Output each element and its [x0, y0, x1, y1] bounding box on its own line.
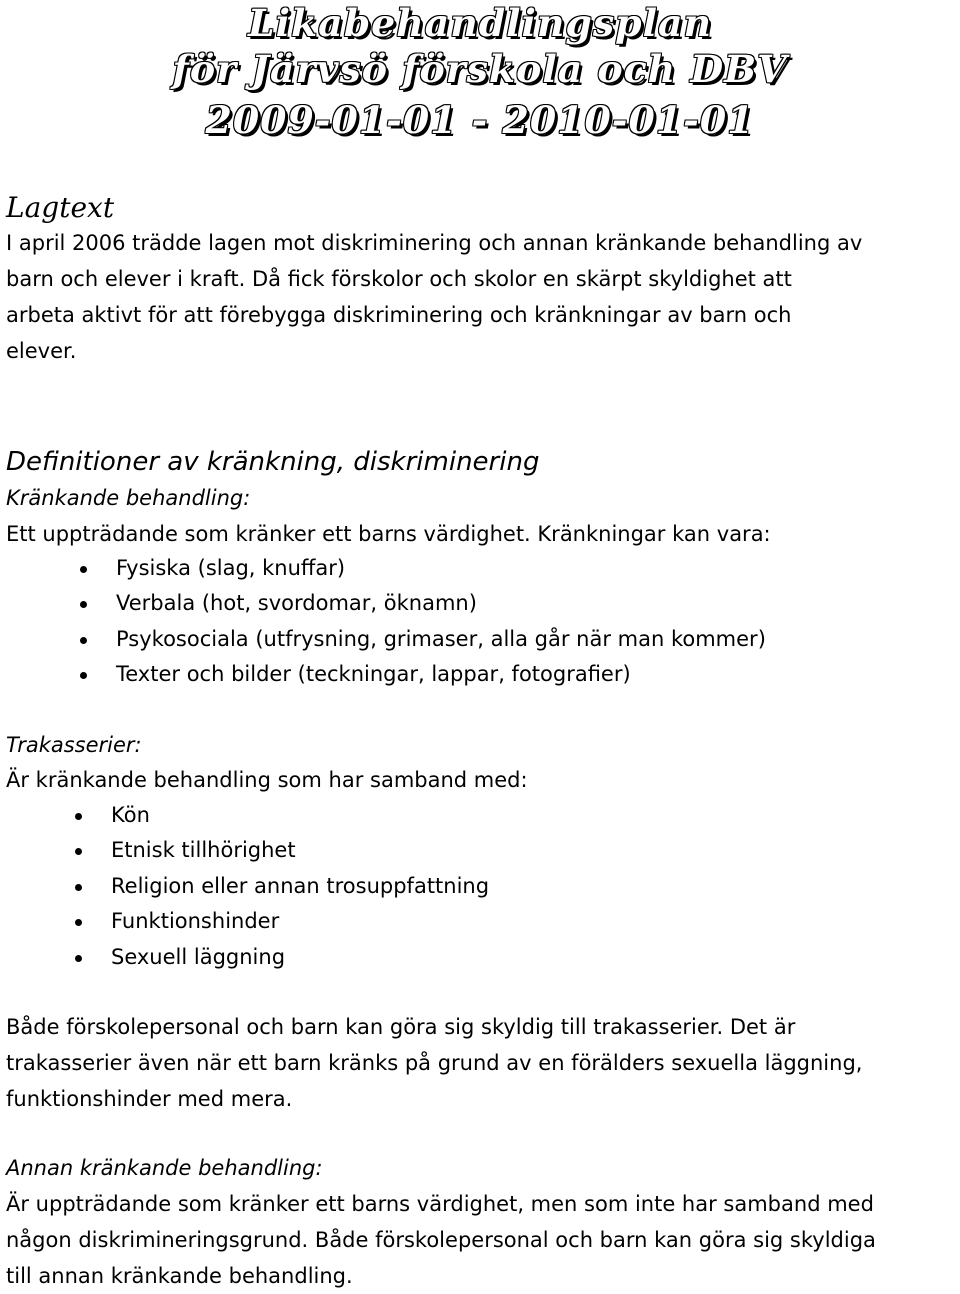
krankande-subheading: Kränkande behandling:: [6, 486, 251, 510]
list-item: [80, 622, 766, 657]
list-item: [80, 657, 766, 692]
list-item-text: Psykosociala (utfrysning, grimaser, alla går när man kommer): [116, 626, 766, 651]
lagtext-line: arbeta aktivt för att förebygga diskriminering och kränkningar av barn och: [6, 303, 792, 327]
lagtext-line: elever.: [6, 339, 77, 363]
lagtext-heading: Lagtext: [6, 191, 115, 224]
krankande-list: [80, 551, 766, 693]
bullet-icon: [75, 955, 82, 962]
krankande-intro: Ett uppträdande som kränker ett barns värdighet. Kränkningar kan vara:: [6, 522, 771, 546]
list-item: [75, 869, 489, 904]
bullet-icon: [80, 637, 87, 644]
list-item-text: Fysiska (slag, knuffar): [116, 556, 346, 580]
annan-line: någon diskrimineringsgrund. Både förskolepersonal och barn kan göra sig skyldiga: [6, 1228, 876, 1252]
trakasserier-line: Både förskolepersonal och barn kan göra sig skyldig till trakasserier. Det är: [6, 1015, 796, 1039]
bullet-icon: [80, 566, 87, 573]
definitioner-heading: Definitioner av kränkning, diskriminering: [6, 447, 540, 477]
list-item-text: Verbala (hot, svordomar, öknamn): [116, 591, 477, 616]
list-item: [75, 833, 489, 868]
list-item: [80, 586, 766, 621]
list-item-text: Etnisk tillhörighet: [111, 838, 296, 863]
list-item: [75, 940, 489, 975]
bullet-icon: [75, 884, 82, 891]
list-item: [80, 551, 766, 586]
annan-subheading: Annan kränkande behandling:: [6, 1156, 323, 1180]
trakasserier-intro: Är kränkande behandling som har samband med:: [6, 768, 528, 792]
trakasserier-list: [75, 798, 489, 975]
list-item-text: Religion eller annan trosuppfattning: [111, 873, 490, 898]
list-item-text: Kön: [111, 803, 150, 827]
trakasserier-line: funktionshinder med mera.: [6, 1087, 293, 1111]
list-item-text: Funktionshinder: [111, 909, 280, 934]
list-item-text: Sexuell läggning: [111, 944, 286, 969]
lagtext-line: I april 2006 trädde lagen mot diskriminering och annan kränkande behandling av: [6, 231, 863, 255]
list-item: [75, 798, 489, 833]
trakasserier-line: trakasserier även när ett barn kränks på grund av en förälders sexuella läggning,: [6, 1051, 863, 1075]
list-item: [75, 904, 489, 939]
bullet-icon: [75, 813, 82, 820]
annan-line: till annan kränkande behandling.: [6, 1264, 353, 1288]
list-item-text: Texter och bilder (teckningar, lappar, fotografier): [116, 662, 631, 687]
annan-line: Är uppträdande som kränker ett barns värdighet, men som inte har samband med: [6, 1192, 874, 1216]
lagtext-line: barn och elever i kraft. Då fick förskolor och skolor en skärpt skyldighet att: [6, 267, 792, 291]
trakasserier-subheading: Trakasserier:: [6, 733, 142, 757]
title-line-3: 2009-01-01 - 2010-01-01: [205, 97, 755, 142]
title-line-2: för Järvsö förskola och DBV: [172, 46, 788, 91]
title-line-1: Likabehandlingsplan: [248, 0, 712, 45]
